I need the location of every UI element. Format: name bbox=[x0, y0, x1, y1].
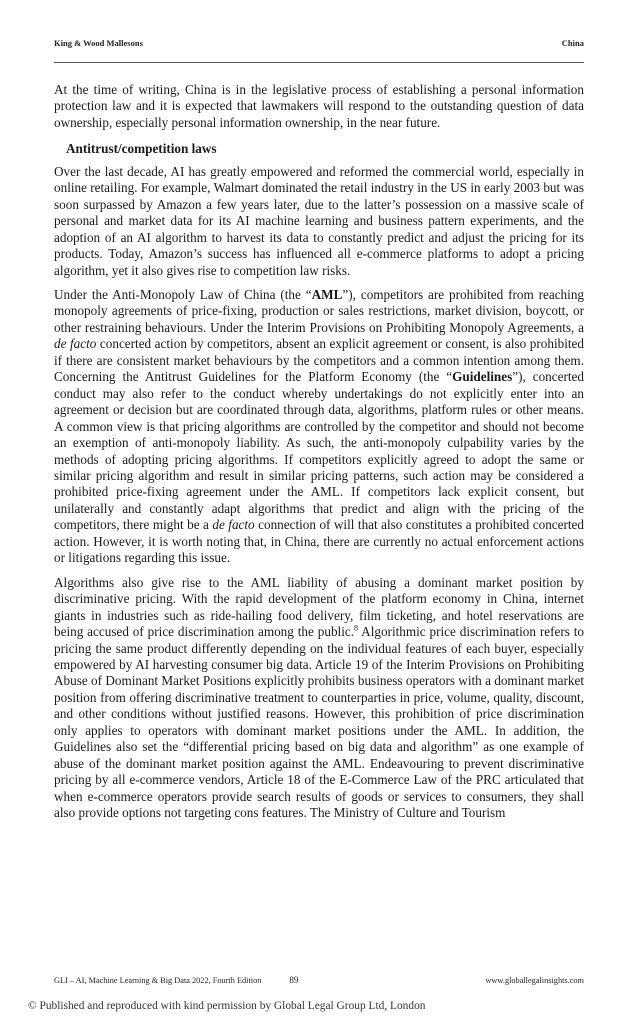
page-footer bbox=[54, 975, 584, 985]
text-run: Algorithms also give rise to the AML liability of abusing a dominant market position by discriminative pricing. With the rapid development of the platform economy in China, internet giants in industries such as ride-hailing food delivery, film ticketing, and hotel reservations are being accused of price discrimination among the public. bbox=[54, 574, 584, 640]
italic-term: de facto bbox=[54, 336, 97, 352]
text-run: ”), concerted conduct may also refer to the conduct whereby undertakings do not explicitly enter into an agreement or decision but are coordinated through data, algorithms, platform rules or other means. A common view is that pricing algorithms are controlled by the competitor and should not become an exemption of anti-monopoly liability. As such, the anti-monopoly culpability varies by the methods of adopting pricing algorithms. If competitors explicitly agreed to adopt the same or similar pricing algorithm and result in similar pricing patterns, such action may be considered a prohibited price-fixing agreement under the AML. If competitors lack explicit consent, but unilaterally and constantly adapt algorithms that predict and align with the pricing of the competitors, there might be a bbox=[54, 369, 584, 533]
italic-term: de facto bbox=[212, 517, 255, 533]
text-run: connection of will that also constitutes a prohibited concerted action. However, it is worth noting that, in China, there are currently no actual enforcement actions or litigations regarding this issue. bbox=[54, 517, 584, 566]
article-body bbox=[54, 82, 584, 829]
defined-term-guidelines: Guidelines bbox=[452, 369, 513, 385]
header-firm-name: King & Wood Mallesons bbox=[54, 38, 143, 48]
footnote-marker[interactable]: 8 bbox=[354, 623, 359, 633]
header-country: China bbox=[561, 38, 584, 48]
text-run: Under the Anti-Monopoly Law of China (the “ bbox=[54, 286, 312, 302]
footer-website-link[interactable]: www.globallegalinsights.com bbox=[485, 976, 584, 985]
page-number: 89 bbox=[289, 975, 299, 985]
text-run: concerted action by competitors, absent an explicit agreement or consent, is also prohibited if there are consistent market behaviours by the competitors and a common intention among them. Concerning the Antitrust Guidelines for the Platform Economy (the “ bbox=[54, 336, 584, 385]
page-header bbox=[54, 38, 584, 48]
defined-term-aml: AML bbox=[311, 286, 343, 302]
paragraph-price-discrimination bbox=[54, 575, 584, 822]
text-run: ”), competitors are prohibited from reaching monopoly agreements of price-fixing, production or sales restrictions, market division, boycott, or other restraining behaviours. Under the Interim Provisions on Prohibiting Monopoly Agreements, a bbox=[54, 286, 585, 335]
intro-paragraph: At the time of writing, China is in the legislative process of establishing a personal information protection law and it is expected that lawmakers will respond to the outstanding question of data ownership, especially personal information ownership, in the near future. bbox=[54, 82, 584, 130]
footer-publication: GLI – AI, Machine Learning & Big Data 2022, Fourth Edition bbox=[54, 976, 262, 985]
header-divider bbox=[54, 62, 584, 63]
copyright-credit: © Published and reproduced with kind permission by Global Legal Group Ltd, London bbox=[28, 1000, 426, 1012]
paragraph-aml-agreements bbox=[54, 287, 584, 567]
paragraph-retail-ai: Over the last decade, AI has greatly empowered and reformed the commercial world, especially in online retailing. For example, Walmart dominated the retail industry in the US in early 2003 but was soon surpassed by Amazon a few years later, due to the latter’s possession on a massive scale of personal and market data for its AI machine learning and business pattern experiments, and the adoption of an AI algorithm to harvest its data to constantly predict and adjust the pricing for its products. Today, Amazon’s success has influenced all e-commerce platforms to adopt a pricing algorithm, yet it also gives rise to competition law risks. bbox=[54, 163, 584, 278]
section-heading: Antitrust/competition laws bbox=[66, 141, 217, 157]
text-run: Algorithmic price discrimination refers to pricing the same product differently depending on the individual features of each buyer, especially empowered by AI harvesting consumer big data. Article 19 of the Interim Provisions on Prohibiting Abuse of Dominant Market Positions explicitly prohibits business operators with a dominant market position from offering discriminative treatment to counterparties in price, volume, quality, discount, and other conditions without justified reasons. However, this prohibition of price discrimination only applies to operators with dominant market positions under the AML. In addition, the Guidelines also set the “differential pricing based on big data and algorithm” as one example of abuse of the dominant market position against the AML. Endeavouring to prevent discriminative pricing by all e-commerce vendors, Article 18 of the E-Commerce Law of the PRC articulated that when e-commerce operators provide search results of goods or services to consumers, they shall also provide options not targeting cons features. The Ministry of Culture and Tourism bbox=[54, 624, 584, 821]
